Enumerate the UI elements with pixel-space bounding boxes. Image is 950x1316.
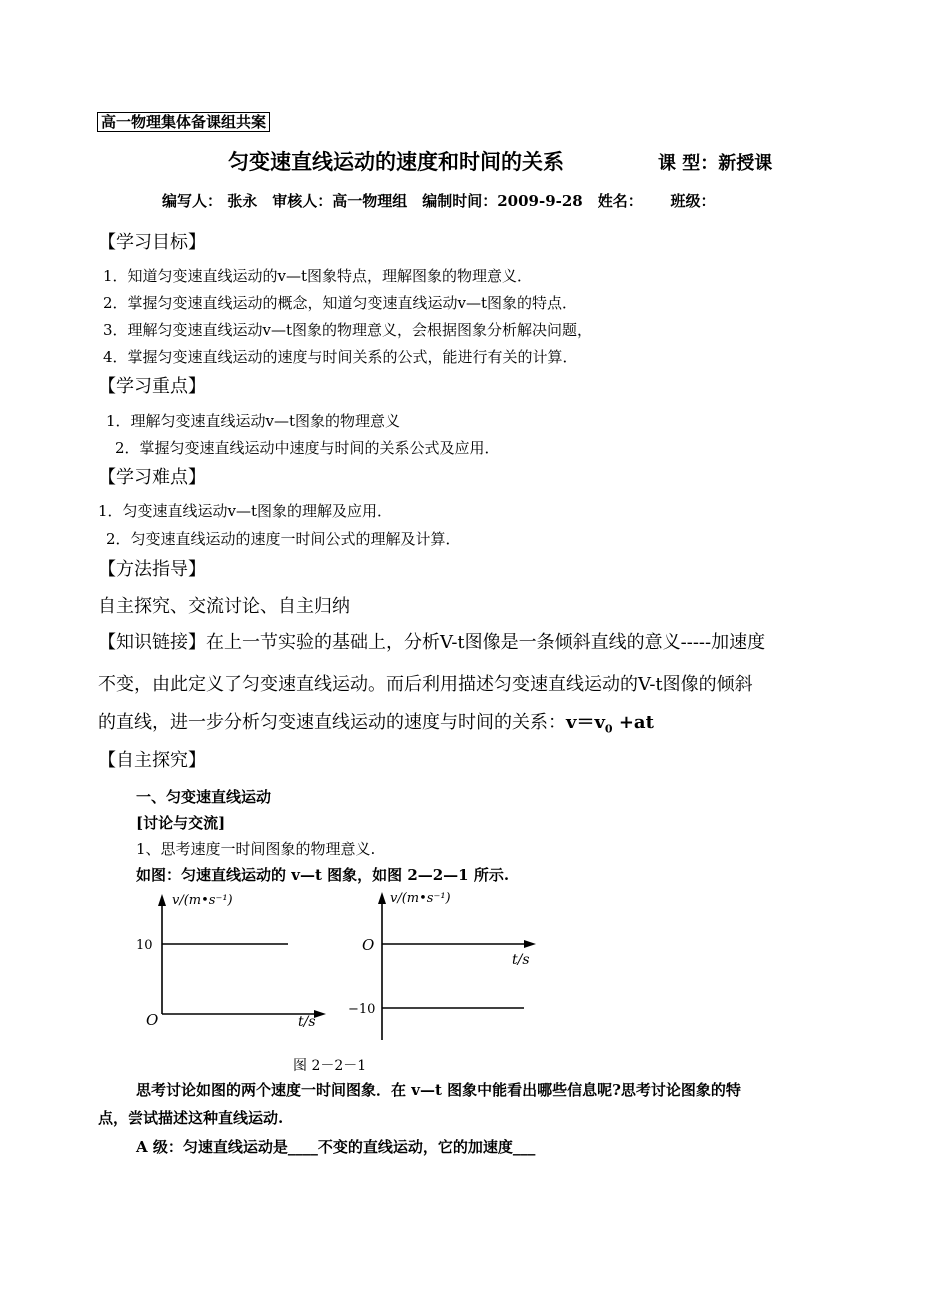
figure-caption: 图 2－2－1 xyxy=(293,1058,367,1074)
knowledge-link-line xyxy=(98,708,654,736)
formula xyxy=(566,712,654,736)
y-axis-label: v/(m•s⁻¹) xyxy=(172,893,233,908)
header-tag: 高一物理集体备课组共案 xyxy=(97,112,270,132)
x-axis-label: t/s xyxy=(298,1014,316,1030)
tick-label: −10 xyxy=(348,1002,376,1017)
key-points-heading: 【学习重点】 xyxy=(98,376,206,397)
vt-figure xyxy=(128,882,568,1077)
method-text: 自主探究、交流讨论、自主归纳 xyxy=(98,596,350,617)
objective-item: 4．掌握匀变速直线运动的速度与时间关系的公式，能进行有关的计算． xyxy=(103,348,578,366)
page-title: 匀变速直线运动的速度和时间的关系 xyxy=(228,149,564,174)
difficulties-heading: 【学习难点】 xyxy=(98,467,206,488)
key-point-item: 1．理解匀变速直线运动v—t图象的物理意义 xyxy=(106,412,401,430)
author-meta: 编写人： 张永 审核人：高一物理组 编制时间：2009-9-28 姓名： 班级： xyxy=(162,192,716,210)
knowledge-link-text: 的直线，进一步分析匀变速直线运动的速度与时间的关系： xyxy=(98,712,566,733)
objective-item: 3．理解匀变速直线运动v—t图象的物理意义，会根据图象分析解决问题， xyxy=(103,321,593,339)
knowledge-link-line: 不变，由此定义了匀变速直线运动。而后利用描述匀变速直线运动的V-t图像的倾斜 xyxy=(98,674,753,695)
y-axis-arrow xyxy=(378,892,386,904)
vt-graph-1 xyxy=(136,893,326,1030)
think-line: 点，尝试描述这种直线运动. xyxy=(98,1109,284,1127)
x-axis-arrow xyxy=(314,1010,326,1018)
x-axis-label: t/s xyxy=(512,952,530,968)
y-axis-arrow xyxy=(158,894,166,906)
x-axis-arrow xyxy=(524,940,536,948)
formula-rest: +at xyxy=(612,712,654,733)
difficulty-item: 1．匀变速直线运动v—t图象的理解及应用． xyxy=(98,502,393,520)
method-heading: 【方法指导】 xyxy=(98,559,206,580)
origin-label: O xyxy=(362,936,375,954)
formula-v: v＝v xyxy=(566,712,605,733)
discussion-label: [讨论与交流] xyxy=(136,814,226,832)
formula-subscript: 0 xyxy=(604,722,613,736)
question-1: 1、思考速度一时间图象的物理意义. xyxy=(136,840,376,858)
origin-label: O xyxy=(146,1011,159,1029)
y-axis-label: v/(m•s⁻¹) xyxy=(390,891,451,906)
level-a-question: A 级：匀速直线运动是____不变的直线运动，它的加速度___ xyxy=(136,1138,536,1156)
knowledge-link-line: 【知识链接】在上一节实验的基础上，分析V-t图像是一条倾斜直线的意义-----加速度 xyxy=(98,632,766,653)
key-point-item: 2．掌握匀变速直线运动中速度与时间的关系公式及应用． xyxy=(115,439,500,457)
difficulty-item: 2．匀变速直线运动的速度一时间公式的理解及计算． xyxy=(106,530,461,548)
vt-graph-2 xyxy=(348,891,536,1040)
tick-label: 10 xyxy=(136,938,153,953)
objective-item: 1．知道匀变速直线运动的v—t图象特点，理解图象的物理意义． xyxy=(103,267,533,285)
objectives-heading: 【学习目标】 xyxy=(98,232,206,253)
self-study-heading: 【自主探究】 xyxy=(98,750,206,771)
course-type: 课 型：新授课 xyxy=(658,153,773,174)
think-line: 思考讨论如图的两个速度一时间图象．在 v—t 图象中能看出哪些信息呢?思考讨论图象的特 xyxy=(136,1081,741,1099)
objective-item: 2．掌握匀变速直线运动的概念，知道匀变速直线运动v—t图象的特点． xyxy=(103,294,578,312)
figure-intro: 如图：匀速直线运动的 v—t 图象，如图 2—2—1 所示. xyxy=(136,866,510,884)
section-title: 一、匀变速直线运动 xyxy=(136,788,272,806)
